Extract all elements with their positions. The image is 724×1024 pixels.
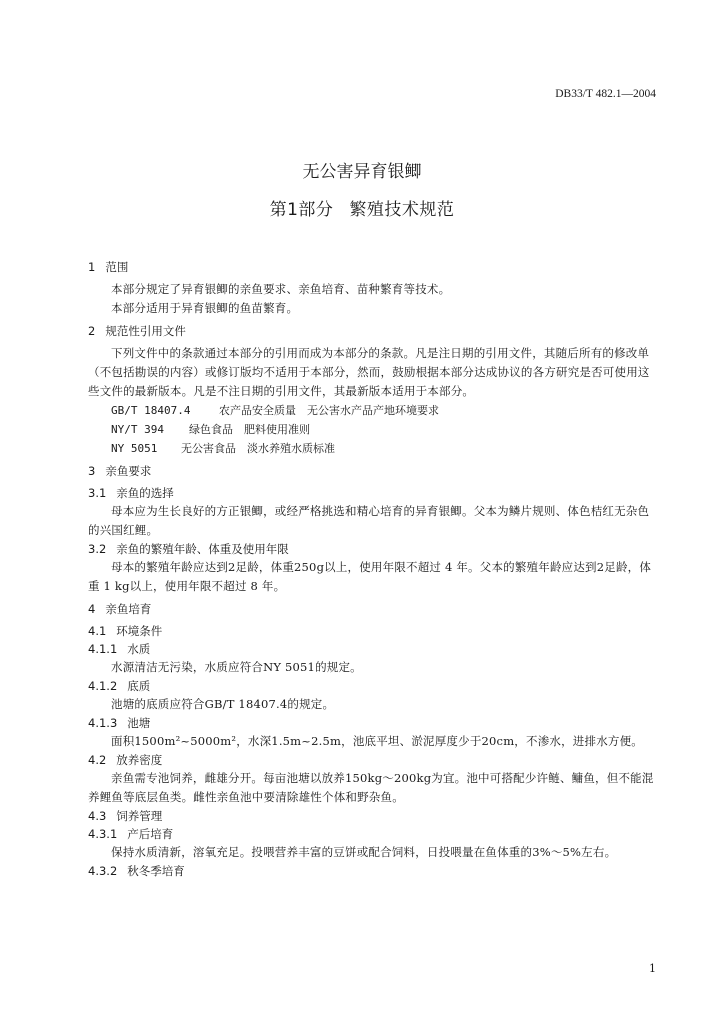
subsection-heading-4-3-1: 4.3.1 产后培育 <box>88 827 174 841</box>
document-title: 无公害异育银鲫 <box>302 162 422 182</box>
part-label: 第1部分 <box>269 200 334 220</box>
subsection-heading-4-1: 4.1 环境条件 <box>88 624 163 638</box>
section-heading-2: 2 规范性引用文件 <box>88 324 186 338</box>
section-heading-3: 3 亲鱼要求 <box>88 464 152 478</box>
document-subtitle <box>0 195 724 220</box>
subsection-heading-3-1: 3.1 亲鱼的选择 <box>88 486 174 500</box>
subsection-heading-4-1-2: 4.1.2 底质 <box>88 679 151 693</box>
paragraph: 保持水质清新，溶氧充足。投喂营养丰富的豆饼或配合饲料，日投喂量在鱼体重的3%～5%左右。 <box>111 845 617 859</box>
subsection-heading-4-1-3: 4.1.3 池塘 <box>88 716 151 730</box>
paragraph: 水源清洁无污染，水质应符合NY 5051的规定。 <box>111 660 362 674</box>
section-heading-1: 1 范围 <box>88 260 129 274</box>
subsection-heading-4-3: 4.3 饲养管理 <box>88 809 163 823</box>
document-code: DB33/T 482.1—2004 <box>555 88 656 100</box>
subsection-heading-4-1-1: 4.1.1 水质 <box>88 642 151 656</box>
paragraph: 面积1500m²~5000m²，水深1.5m~2.5m，池底平坦、淤泥厚度少于20cm，不渗水，进排水方便。 <box>111 734 643 748</box>
paragraph: 池塘的底质应符合GB/T 18407.4的规定。 <box>111 697 335 711</box>
paragraph: 本部分适用于异育银鲫的鱼苗繁育。 <box>111 301 299 315</box>
document-body <box>88 258 658 880</box>
page-number: 1 <box>649 962 656 975</box>
reference-item: NY 5051 无公害食品 淡水养殖水质标准 <box>111 442 335 455</box>
reference-item: GB/T 18407.4 农产品安全质量 无公害水产品产地环境要求 <box>111 404 439 417</box>
subsection-heading-4-2: 4.2 放养密度 <box>88 753 163 767</box>
subtitle-text: 繁殖技术规范 <box>349 200 455 220</box>
subsection-heading-3-2: 3.2 亲鱼的繁殖年龄、体重及使用年限 <box>88 542 289 556</box>
paragraph: 母本的繁殖年龄应达到2足龄，体重250g以上，使用年限不超过 4 年。父本的繁殖年龄应达到2足龄，体重 1 kg以上，使用年限不超过 8 年。 <box>88 560 652 593</box>
paragraph: 本部分规定了异育银鲫的亲鱼要求、亲鱼培育、苗种繁育等技术。 <box>111 282 451 296</box>
section-heading-4: 4 亲鱼培育 <box>88 602 152 616</box>
paragraph: 下列文件中的条款通过本部分的引用而成为本部分的条款。凡是注日期的引用文件，其随后所有的修改单（不包括勘误的内容）或修订版均不适用于本部分，然而，鼓励根据本部分达成协议的各方研究是否可使用这些文件的最新版本。凡是不注日期的引用文件，其最新版本适用于本部分。 <box>88 346 650 398</box>
reference-item: NY/T 394 绿色食品 肥料使用准则 <box>111 423 310 436</box>
paragraph: 亲鱼需专池饲养，雌雄分开。每亩池塘以放养150kg～200kg为宜。池中可搭配少许鲢、鳙鱼，但不能混养鲤鱼等底层鱼类。雌性亲鱼池中要清除雄性个体和野杂鱼。 <box>88 771 654 804</box>
paragraph: 母本应为生长良好的方正银鲫，或经严格挑选和精心培育的异育银鲫。父本为鳞片规则、体色桔红无杂色的兴国红鲤。 <box>88 504 650 537</box>
subsection-heading-4-3-2: 4.3.2 秋冬季培育 <box>88 864 185 878</box>
